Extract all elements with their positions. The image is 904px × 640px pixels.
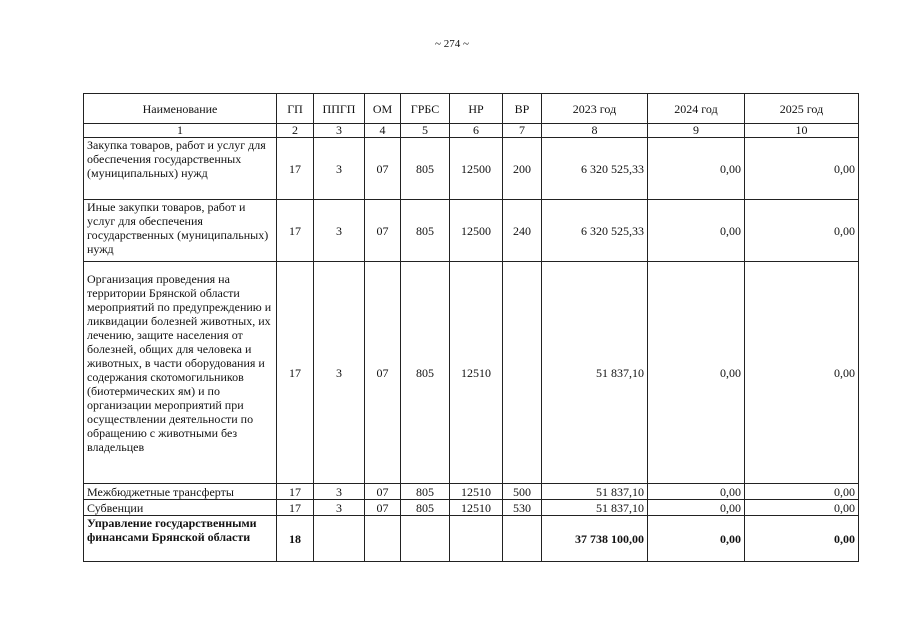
row-vr	[503, 516, 542, 562]
header-ppgp: ППГП	[314, 94, 365, 124]
header-vr: ВР	[503, 94, 542, 124]
header-grbs: ГРБС	[401, 94, 450, 124]
row-om: 07	[365, 200, 401, 262]
table-row	[84, 262, 859, 484]
row-om: 07	[365, 484, 401, 500]
row-gp: 17	[277, 484, 314, 500]
row-nr: 12500	[450, 138, 503, 200]
row-grbs	[401, 516, 450, 562]
row-2025: 0,00	[745, 138, 859, 200]
row-vr: 530	[503, 500, 542, 516]
row-2023: 51 837,10	[542, 484, 648, 500]
column-index: 10	[745, 124, 859, 138]
row-2025: 0,00	[745, 200, 859, 262]
row-ppgp: 3	[314, 500, 365, 516]
row-ppgp: 3	[314, 262, 365, 484]
row-nr	[450, 516, 503, 562]
budget-table	[83, 93, 859, 562]
row-name: Иные закупки товаров, работ и услуг для обеспечения государственных (муниципальных) нужд	[84, 200, 277, 262]
row-name: Межбюджетные трансферты	[84, 484, 277, 500]
row-om: 07	[365, 262, 401, 484]
row-grbs: 805	[401, 262, 450, 484]
page-number: ~ 274 ~	[435, 38, 469, 50]
row-2024: 0,00	[648, 200, 745, 262]
row-vr: 240	[503, 200, 542, 262]
row-2023: 6 320 525,33	[542, 200, 648, 262]
table-row-total	[84, 516, 859, 562]
header-2025: 2025 год	[745, 94, 859, 124]
column-index: 3	[314, 124, 365, 138]
row-ppgp: 3	[314, 484, 365, 500]
table-row	[84, 200, 859, 262]
row-ppgp: 3	[314, 200, 365, 262]
row-gp: 17	[277, 500, 314, 516]
header-2024: 2024 год	[648, 94, 745, 124]
table-row	[84, 484, 859, 500]
row-2023: 51 837,10	[542, 500, 648, 516]
row-grbs: 805	[401, 500, 450, 516]
column-index: 7	[503, 124, 542, 138]
row-2025: 0,00	[745, 516, 859, 562]
row-nr: 12510	[450, 262, 503, 484]
column-index: 1	[84, 124, 277, 138]
row-2024: 0,00	[648, 516, 745, 562]
row-ppgp: 3	[314, 138, 365, 200]
row-om	[365, 516, 401, 562]
row-2025: 0,00	[745, 262, 859, 484]
header-om: ОМ	[365, 94, 401, 124]
row-gp: 17	[277, 200, 314, 262]
table-row	[84, 500, 859, 516]
row-2024: 0,00	[648, 484, 745, 500]
row-gp: 18	[277, 516, 314, 562]
header-gp: ГП	[277, 94, 314, 124]
column-index: 4	[365, 124, 401, 138]
row-vr: 500	[503, 484, 542, 500]
row-om: 07	[365, 500, 401, 516]
row-2023: 51 837,10	[542, 262, 648, 484]
row-nr: 12510	[450, 484, 503, 500]
column-index-row	[84, 124, 859, 138]
row-gp: 17	[277, 262, 314, 484]
row-2024: 0,00	[648, 500, 745, 516]
row-vr: 200	[503, 138, 542, 200]
row-2023: 6 320 525,33	[542, 138, 648, 200]
header-2023: 2023 год	[542, 94, 648, 124]
row-2025: 0,00	[745, 484, 859, 500]
row-name: Субвенции	[84, 500, 277, 516]
header-row	[84, 94, 859, 124]
header-nr: НР	[450, 94, 503, 124]
row-vr	[503, 262, 542, 484]
row-ppgp	[314, 516, 365, 562]
row-grbs: 805	[401, 200, 450, 262]
row-name: Закупка товаров, работ и услуг для обеспечения государственных (муниципальных) нужд	[84, 138, 277, 200]
row-nr: 12510	[450, 500, 503, 516]
row-name: Управление государственными финансами Брянской области	[84, 516, 277, 562]
row-2023: 37 738 100,00	[542, 516, 648, 562]
column-index: 9	[648, 124, 745, 138]
column-index: 2	[277, 124, 314, 138]
table-row	[84, 138, 859, 200]
column-index: 5	[401, 124, 450, 138]
row-grbs: 805	[401, 138, 450, 200]
row-2024: 0,00	[648, 138, 745, 200]
column-index: 6	[450, 124, 503, 138]
row-om: 07	[365, 138, 401, 200]
row-gp: 17	[277, 138, 314, 200]
header-name: Наименование	[84, 94, 277, 124]
column-index: 8	[542, 124, 648, 138]
row-2025: 0,00	[745, 500, 859, 516]
row-2024: 0,00	[648, 262, 745, 484]
row-grbs: 805	[401, 484, 450, 500]
row-nr: 12500	[450, 200, 503, 262]
row-name: Организация проведения на территории Брянской области мероприятий по предупреждению и ликвидации болезней животных, их лечению, защите населения от болезней, общих для человека и животных, в части оборудования и содержания скотомогильников (биотермических ям) и по организации мероприятий при осуществлении деятельности по обращению с животными без владельцев	[84, 262, 277, 484]
